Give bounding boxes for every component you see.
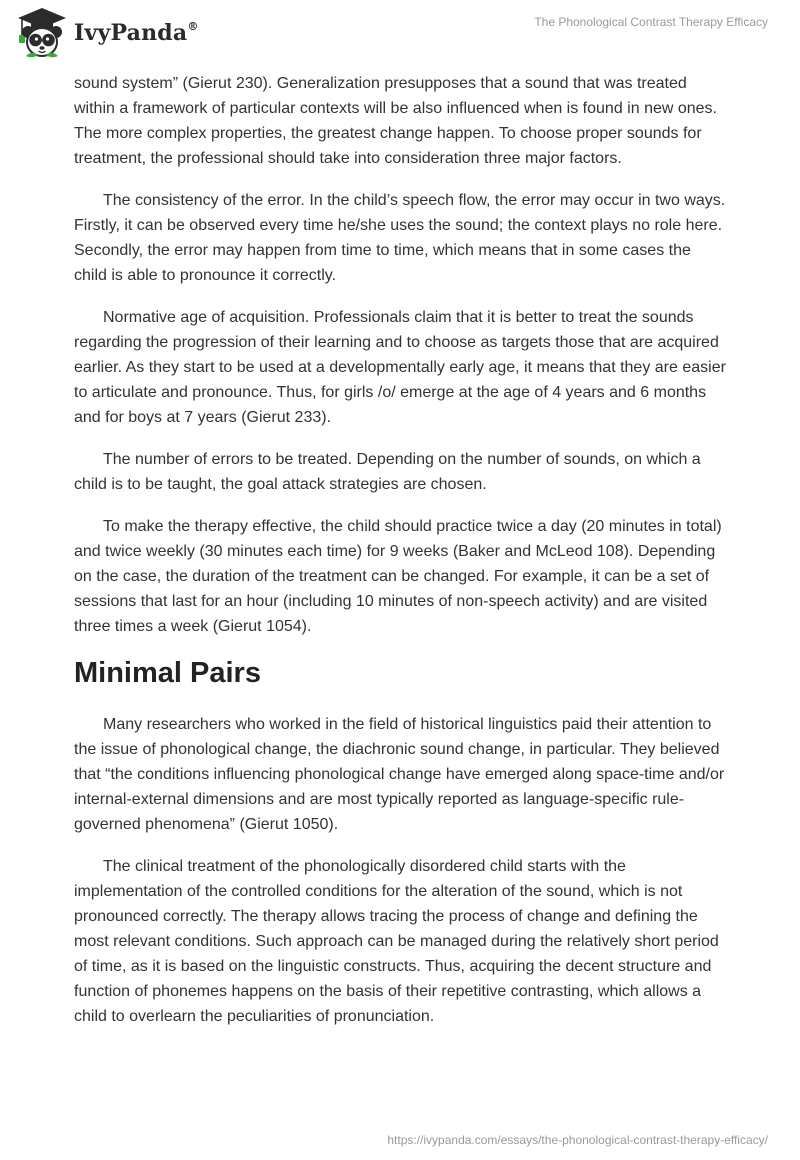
paragraph: The clinical treatment of the phonologically disordered child starts with the implementation of the controlled conditions for the alteration of the sound, which is not pronounced correctly. The therapy allows tracing the process of change and defining the most relevant conditions. Such approach can be managed during the relatively short period of time, as it is based on the linguistic constructs. Thus, acquiring the decent structure and function of phonemes happens on the basis of their repetitive contrasting, which allows a child to overlearn the peculiarities of pronunciation. — [74, 858, 719, 1025]
section-heading: Minimal Pairs — [74, 657, 261, 689]
page-header — [0, 0, 800, 72]
source-url[interactable]: https://ivypanda.com/essays/the-phonological-contrast-therapy-efficacy/ — [387, 1133, 768, 1147]
document-title: The Phonological Contrast Therapy Efficacy — [534, 15, 768, 29]
paragraph: Many researchers who worked in the field of historical linguistics paid their attention to the issue of phonological change, the diachronic sound change, in particular. They believed that “the conditions influencing phonological change have emerged along space-time and/or internal-external dimensions and are most typically reported as language-specific rule-governed phenomena” (Gierut 1050). — [74, 716, 725, 833]
paragraph: The consistency of the error. In the child’s speech flow, the error may occur in two ways. Firstly, it can be observed every time he/she uses the sound; the context plays no role here. Secondly, the error may happen from time to time, which means that in some cases the child is able to pronounce it correctly. — [74, 192, 726, 284]
brand-name — [74, 20, 199, 46]
paragraph: To make the therapy effective, the child should practice twice a day (20 minutes in total) and twice weekly (30 minutes each time) for 9 weeks (Baker and McLeod 108). Depending on the case, the duration of the treatment can be changed. For example, it can be a set of sessions that last for an hour (including 10 minutes of non-speech activity) and are visited three times a week (Gierut 1054). — [74, 518, 722, 635]
panda-graduation-cap-icon — [14, 6, 70, 60]
brand-name-text: IvyPanda — [74, 20, 188, 46]
ivypanda-logo[interactable] — [14, 6, 199, 60]
paragraph: Normative age of acquisition. Professionals claim that it is better to treat the sounds regarding the progression of their learning and to choose as targets those that are acquired earlier. As they start to be used at a developmentally early age, it means that they are easier to articulate and pronounce. Thus, for girls /o/ emerge at the age of 4 years and 6 months and for boys at 7 years (Gierut 233). — [74, 309, 726, 426]
registered-mark: ® — [187, 19, 199, 33]
essay-body — [74, 71, 726, 1046]
paragraph: The number of errors to be treated. Depending on the number of sounds, on which a child is to be taught, the goal attack strategies are chosen. — [74, 451, 701, 493]
paragraph: sound system” (Gierut 230). Generalization presupposes that a sound that was treated within a framework of particular contexts will be also influenced when is found in new ones. The more complex properties, the greatest change happen. To choose proper sounds for treatment, the professional should take into consideration three major factors. — [74, 75, 717, 167]
